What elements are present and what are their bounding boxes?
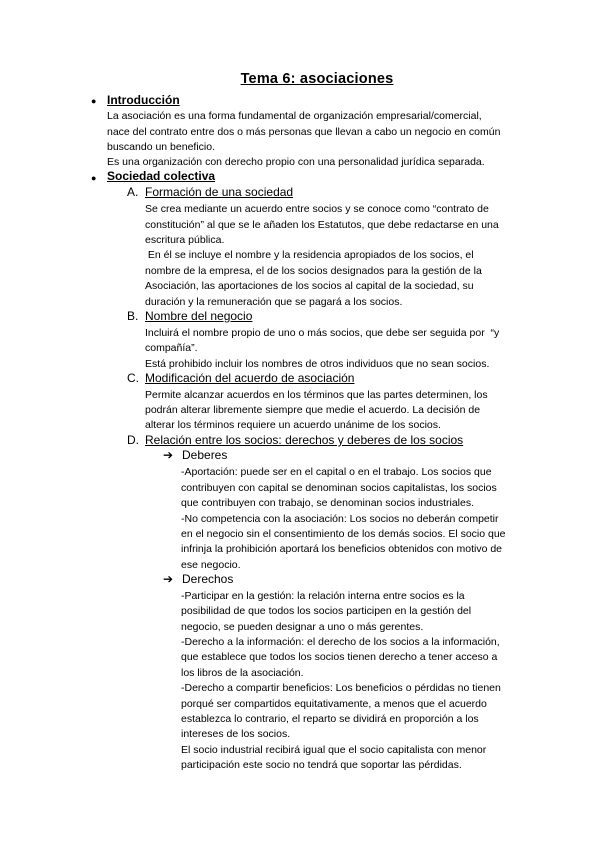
deberes-line: ese negocio. <box>181 559 241 571</box>
intro-line: La asociación es una forma fundamental de organización empresarial/comercial, <box>107 110 482 122</box>
deberes-line: en el negocio sin el consentimiento de los demás socios. El socio que <box>181 528 506 540</box>
section-line: alterar los términos requiere un acuerdo unánime de los socios. <box>145 419 441 431</box>
arrow-right-icon: ➔ <box>163 572 174 586</box>
deberes-line: -Aportación: puede ser en el capital o en el trabajo. Los socios que <box>181 466 492 478</box>
section-heading-nombre: Nombre del negocio <box>145 309 253 323</box>
section-heading-modificacion: Modificación del acuerdo de asociación <box>145 371 355 385</box>
section-line: escritura pública. <box>145 234 225 246</box>
intro-line: buscando un beneficio. <box>107 141 215 153</box>
section-line: Incluirá el nombre propio de uno o más socios, que debe ser seguida por “y <box>145 327 500 339</box>
derechos-line: establezca lo contrario, el reparto se dividirá en proporción a los <box>181 713 479 725</box>
section-line: Está prohibido incluir los nombres de otros individuos que no sean socios. <box>145 358 490 370</box>
derechos-line: porqué ser compartidos equitativamente, a menos que el acuerdo <box>181 698 487 710</box>
section-line: nombre de la empresa, el de los socios designados para la gestión de la <box>145 265 482 277</box>
derechos-line: posibilidad de que todos los socios participen en la gestión del <box>181 605 472 617</box>
deberes-line: contribuyen con capital se denominan socios capitalistas, los socios <box>181 482 497 494</box>
derechos-line: -Derecho a la información: el derecho de los socios a la información, <box>181 636 500 648</box>
section-letter: D. <box>127 433 139 447</box>
page-title: Tema 6: asociaciones <box>240 71 394 87</box>
section-line: Permite alcanzar acuerdos en los términos que las partes determinen, los <box>145 389 488 401</box>
intro-line: nace del contrato entre dos o más personas que llevan a cabo un negocio en común <box>107 126 501 138</box>
section-line: Se crea mediante un acuerdo entre socios y se conoce como “contrato de <box>145 203 489 215</box>
intro-heading: Introducción <box>107 93 180 107</box>
bullet-icon: ● <box>91 173 97 183</box>
intro-line: Es una organización con derecho propio con una personalidad jurídica separada. <box>107 156 485 168</box>
section-letter: A. <box>127 185 139 199</box>
section-line: Asociación, las aportaciones de los socios al capital de la sociedad, su <box>145 280 474 292</box>
derechos-line: intereses de los socios. <box>181 728 291 740</box>
section-letter: B. <box>127 309 139 323</box>
derechos-heading: Derechos <box>182 572 234 586</box>
deberes-line: -No competencia con la asociación: Los socios no deberán competir <box>181 513 499 525</box>
deberes-line: infrinja la prohibición aportará los beneficios obtenidos con motivo de <box>181 543 503 555</box>
section-heading-formacion: Formación de una sociedad <box>145 185 294 199</box>
derechos-line: negocio, se pueden designar a uno o más gerentes. <box>181 621 424 633</box>
section-line: duración y la remuneración que se pagará a los socios. <box>145 296 403 308</box>
deberes-heading: Deberes <box>182 448 228 462</box>
section-letter: C. <box>127 371 139 385</box>
bullet-icon: ● <box>91 96 97 106</box>
derechos-line: participación este socio no tendrá que soportar las pérdidas. <box>181 759 462 771</box>
derechos-line: -Participar en la gestión: la relación interna entre socios es la <box>181 590 465 602</box>
arrow-right-icon: ➔ <box>163 448 174 462</box>
section-line: compañía”. <box>145 342 198 354</box>
section-line: En él se incluye el nombre y la residencia apropiados de los socios, el <box>145 249 474 261</box>
derechos-line: -Derecho a compartir beneficios: Los beneficios o pérdidas no tienen <box>181 682 501 694</box>
section-line: constitución” al que se le añaden los Estatutos, que debe redactarse en una <box>145 219 499 231</box>
derechos-line: El socio industrial recibirá igual que el socio capitalista con menor <box>181 744 487 756</box>
derechos-line: que establece que todos los socios tienen derecho a tener acceso a <box>181 651 498 663</box>
section-line: podrán alterar libremente siempre que medie el acuerdo. La decisión de <box>145 404 481 416</box>
section-heading-relacion: Relación entre los socios: derechos y deberes de los socios <box>145 433 464 447</box>
deberes-line: que contribuyen con trabajo, se denominan socios industriales. <box>181 497 475 509</box>
derechos-line: los libros de la asociación. <box>181 667 304 679</box>
sociedad-heading: Sociedad colectiva <box>107 169 216 183</box>
